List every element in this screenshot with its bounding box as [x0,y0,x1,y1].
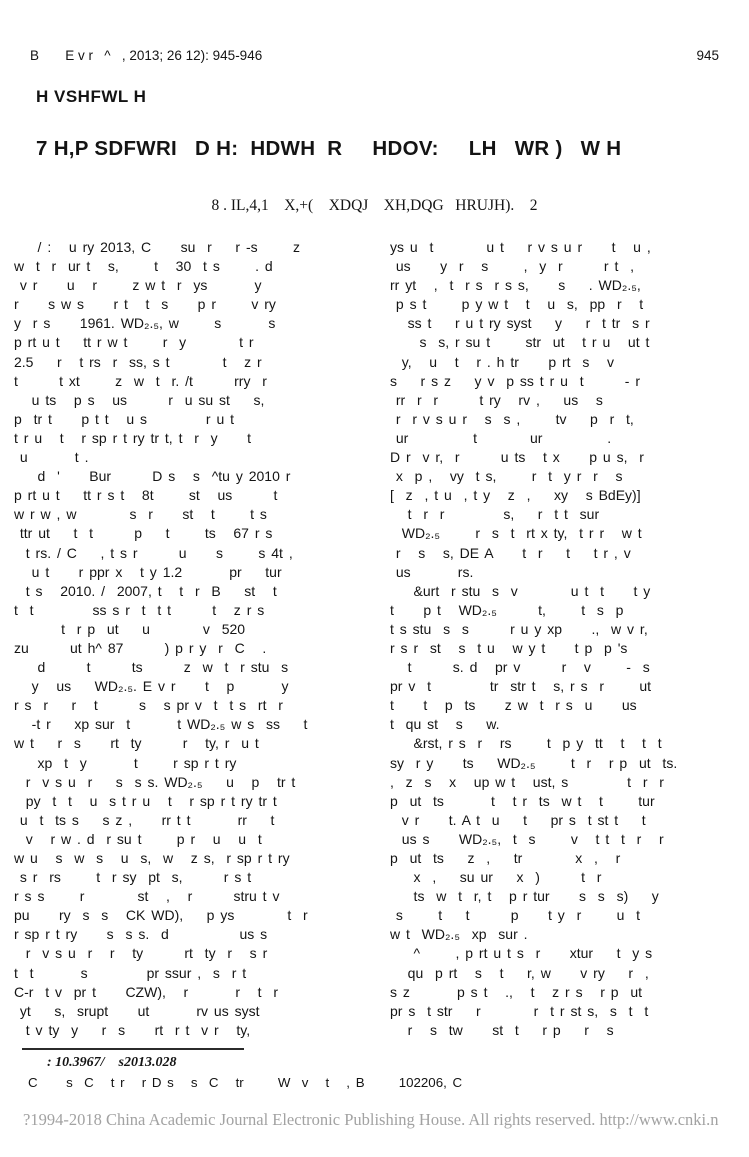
text-line: -t r xp sur t t WD₂.₅ w s ss t [14,716,308,733]
text-line: r sp r t ry s s s. d us s [14,926,268,943]
text-line: ys u t u t r v s u r t u , [390,239,651,255]
text-line: t qu st s w. [390,716,500,733]
text-line: p tr t p t t u s r u t [14,410,235,427]
left-column [14,238,361,1040]
text-line: t s stu s s r u y xp ., w v r, [390,620,648,637]
text-line: v r u r z w t r ys y [14,277,262,294]
text-line: sy r y ts WD₂.₅ t r r p ut ts. [390,754,678,771]
text-line: py t t u s t r u t r sp r t ry tr t [14,792,277,809]
doi-line: : 10.3967/ s2013.028 [40,1055,177,1070]
text-line: p ut ts z , tr x , r [390,850,621,866]
text-line: yt s, srupt ut rv us syst [14,1002,260,1019]
text-line: s r rs t r sy pt s, r s t [14,869,252,886]
text-line: zu ut h^ 87 ) p r y r C . [14,639,267,656]
text-line: t rs. / C , t s r u s s 4t , [14,544,293,561]
text-line: w u s w s u s, w z s, r sp r t ry [14,850,290,866]
text-line: pr s t str r r t r st s, s t t [390,1002,649,1019]
text-line: s z p s t ., t z r s r p ut [390,983,643,1000]
text-line: , z s x up w t ust, s t r r [390,773,664,790]
text-line: t t xt z w t r. /t rry r [14,372,267,389]
footnote-rule [22,1048,244,1050]
text-line: u ts p s us r u su st s, [14,391,265,408]
text-line: t s 2010. / 2007, t t r B st t [14,582,277,599]
text-line: v r t. A t u t pr s t st t t [390,811,646,828]
text-line: ts w t r, t p r tur s s s) y [390,888,659,905]
text-line: s r s z y v p ss t r u t - r [390,372,641,389]
journal-citation: B E v r ^ , 2013; 26 12): 945-946 [30,48,263,63]
text-line: w t r ur t s, t 30 t s . d [14,258,273,275]
text-line: ss t r u t ry syst y r t tr s r [390,315,650,332]
text-line: t r u t r sp r t ry tr t, t r y t [14,429,252,446]
text-line: pu ry s s CK WD), p ys t r [14,907,308,924]
text-line: r s s, DE A t r t t r , v [390,544,631,561]
text-line: rr yt , t r s r s s, s . WD₂.₅, [390,277,641,294]
text-line: x p , vy t s, r t y r r s [390,468,623,485]
text-line: u t . [14,449,89,466]
body-columns [14,238,737,1040]
author-byline: 8 . IL,4,1 X,+( XDQJ XH,DQG HRUJH). 2 [211,197,538,214]
text-line: xp t y t r sp r t ry [14,754,237,771]
text-line: w t WD₂.₅ xp sur . [390,926,528,943]
text-line: x , su ur x ) t r [390,869,602,886]
text-line: r s tw st t r p r s [390,1021,614,1038]
text-line: us s WD₂.₅, t s v t t t r r [390,830,664,847]
text-line: WD₂.₅ r s t rt x ty, t r r w t [390,525,642,542]
text-line: d ' Bur D s s ^tu y 2010 r [14,468,291,485]
text-line: s t t p t y r u t [390,907,641,924]
footnote-block [22,1048,482,1090]
text-line: D r v r, r u ts t x p u s, r [390,449,644,466]
cnki-copyright-footer: ?1994-2018 China Academic Journal Electronic Publishing House. All rights reserved. http://www.cnki.n [23,1110,719,1129]
text-line: s s, r su t str ut t r u ut t [390,334,650,351]
text-line: r v s u r r ty rt ty r s r [14,945,268,962]
text-line: qu p rt s t r, w v ry r , [390,964,649,981]
text-line: &urt r stu s v u t t t y [390,582,651,599]
text-line: t r r s, r t t sur [390,506,600,523]
text-line: us rs. [390,563,474,580]
page-header [30,48,719,63]
section-label: H VSHFWL H [36,87,147,106]
text-line: C-r t v pr t CZW), r r t r [14,983,278,1000]
text-line: t s. d pr v r v - s [390,659,650,676]
text-line: y, u t r . h tr p rt s v [390,353,614,370]
text-line: pr v t tr str t s, r s r ut [390,678,652,695]
text-line: [ z , t u , t y z , xy s BdEy)] [390,487,641,504]
text-line: t r p ut u v 520 [14,620,246,637]
text-line: ^ , p rt u t s r xtur t y s [390,945,653,962]
text-line: rr r r t ry rv , us s [390,391,603,408]
text-line: r v s u r s s s. WD₂.₅ u p tr t [14,773,296,790]
text-line: ur t ur . [390,429,612,446]
text-line: 2.5 r t rs r ss, s t t z r [14,353,262,370]
right-column [390,238,737,1040]
text-line: p rt u t tt r s t 8t st us t [14,487,278,504]
text-line: p rt u t tt r w t r y t r [14,334,254,351]
text-line: / : u ry 2013, C su r r -s z [14,239,300,255]
text-line: r s w s r t t s p r v ry [14,296,276,313]
text-line: p s t p y w t t u s, pp r t [390,296,644,313]
text-line: u t ts s s z , rr t t rr t [14,811,275,828]
page-number: 945 [696,48,719,63]
text-line: v r w . d r su t p r u u t [14,830,262,847]
text-line: r r v s u r s s , tv p r t, [390,410,634,427]
article-title: 7 H,P SDFWRI D H: HDWH R HDOV: LH WR ) W H [36,137,622,160]
text-line: &rst, r s r rs t p y tt t t t [390,735,662,752]
text-line: ttr ut t t p t ts 67 r s [14,525,273,542]
text-line: w t r s rt ty r ty, r u t [14,735,259,752]
text-line: t v ty y r s rt r t v r ty, [14,1021,251,1038]
text-line: r s r r t s s pr v t t s rt r [14,697,283,714]
text-line: us y r s , y r r t , [390,258,635,275]
text-line: d t ts z w t r stu s [14,659,289,676]
affiliation-line: C s C t r r D s s C tr W v t , B 102206, C [28,1075,463,1090]
text-line: r s r st s t u w y t t p p 's [390,639,628,656]
text-line: y r s 1961. WD₂.₅, w s s [14,315,276,332]
text-line: t t ss s r t t t t z r s [14,601,265,618]
text-line: t t s pr ssur , s r t [14,964,247,981]
text-line: t p t WD₂.₅ t, t s p [390,601,624,618]
text-line: w r w , w s r st t t s [14,506,267,523]
text-line: y us WD₂.₅. E v r t p y [14,678,289,695]
text-line: p ut ts t t r ts w t t tur [390,792,655,809]
text-line: r s s r st , r stru t v [14,888,280,905]
text-line: u t r ppr x t y 1.2 pr tur [14,563,282,580]
text-line: t t p ts z w t r s u us [390,697,637,714]
